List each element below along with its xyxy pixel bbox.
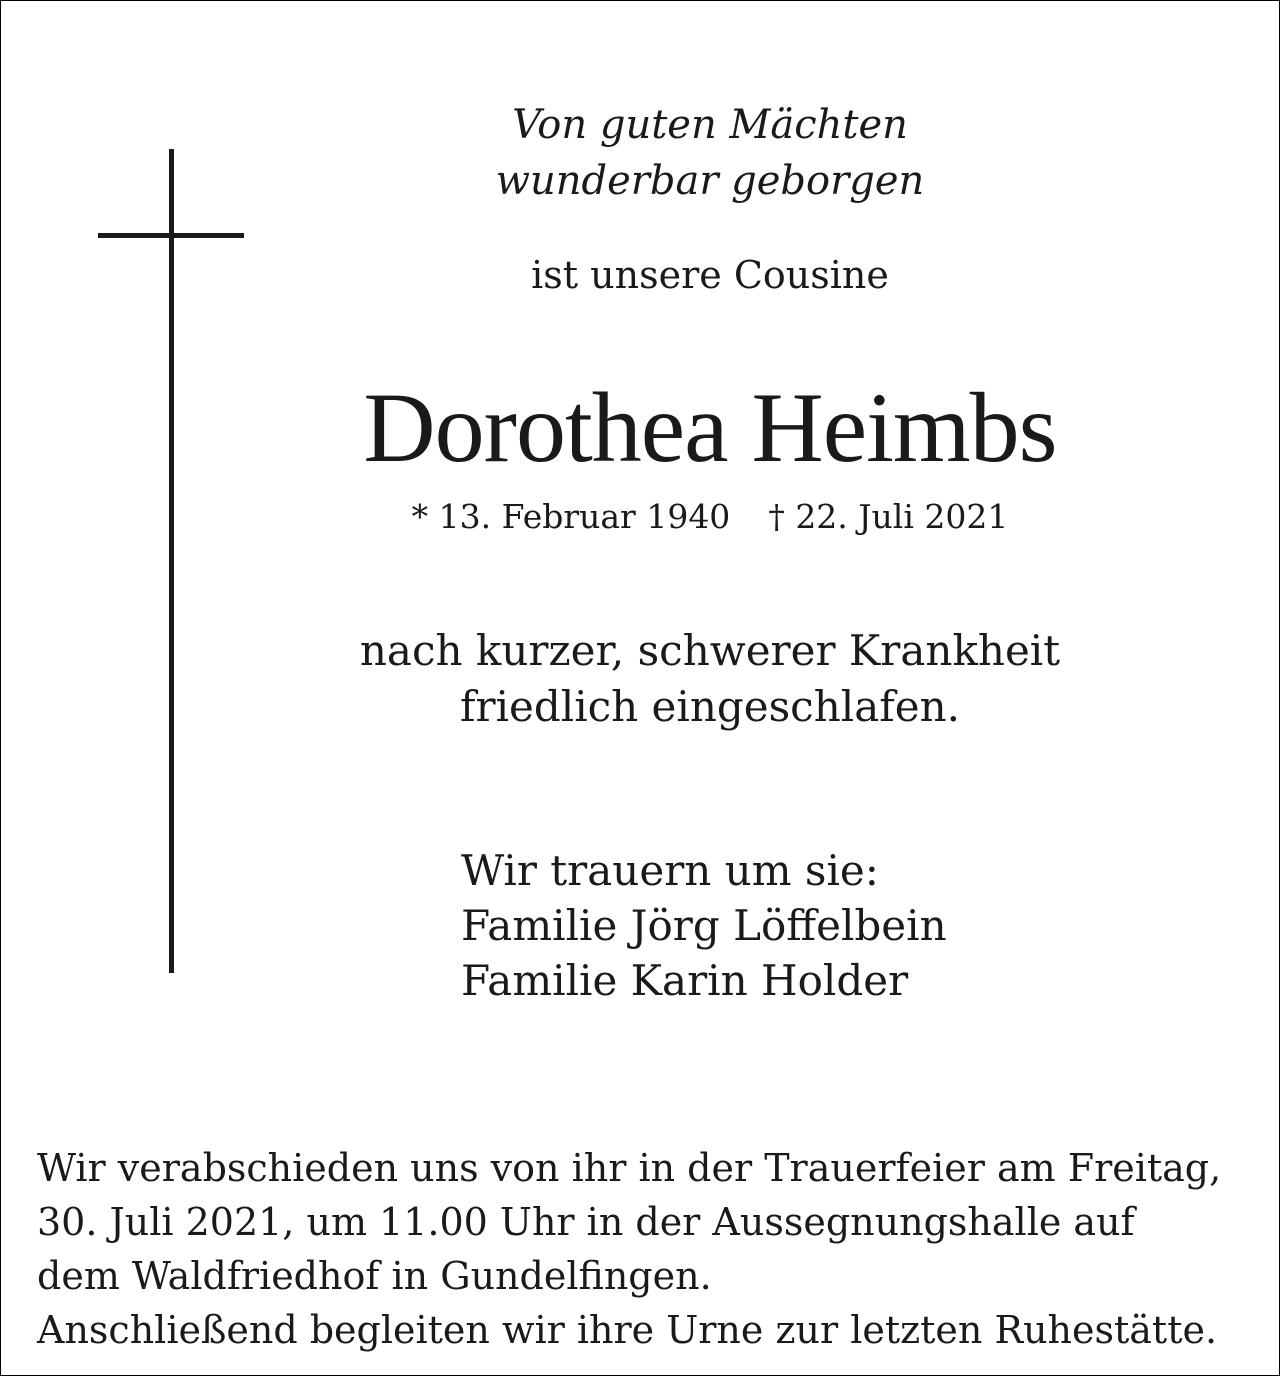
birth-date: 13. Februar 1940 — [438, 497, 731, 536]
motto-line: Von guten Mächten — [512, 102, 908, 148]
cross-icon-horizontal — [98, 233, 244, 238]
mourners-block — [461, 843, 947, 1008]
message-line: friedlich eingeschlafen. — [459, 682, 961, 731]
intro-text: ist unsere Cousine — [531, 253, 889, 297]
mourner-name: Familie Jörg Löffelbein — [461, 901, 947, 950]
service-info — [37, 1141, 1247, 1357]
death-date: 22. Juli 2021 — [795, 497, 1009, 536]
service-line: Anschließend begleiten wir ihre Urne zur letzten Ruhestätte. — [37, 1308, 1218, 1352]
died-symbol: † — [768, 497, 785, 536]
mourners-heading: Wir trauern um sie: — [461, 846, 879, 895]
message-line: nach kurzer, schwerer Krankheit — [359, 626, 1061, 675]
service-line: dem Waldfriedhof in Gundelfingen. — [37, 1254, 712, 1298]
life-dates — [251, 495, 1169, 539]
mourner-name: Familie Karin Holder — [461, 956, 909, 1005]
cross-icon-vertical — [169, 149, 174, 973]
motto — [251, 97, 1169, 209]
born-symbol: * — [411, 497, 429, 536]
service-line: 30. Juli 2021, um 11.00 Uhr in der Aussegnungshalle auf — [37, 1200, 1135, 1244]
deceased-name: Dorothea Heimbs — [363, 372, 1057, 483]
motto-line: wunderbar geborgen — [495, 158, 925, 204]
passing-message — [251, 623, 1169, 735]
service-line: Wir verabschieden uns von ihr in der Trauerfeier am Freitag, — [37, 1146, 1222, 1190]
